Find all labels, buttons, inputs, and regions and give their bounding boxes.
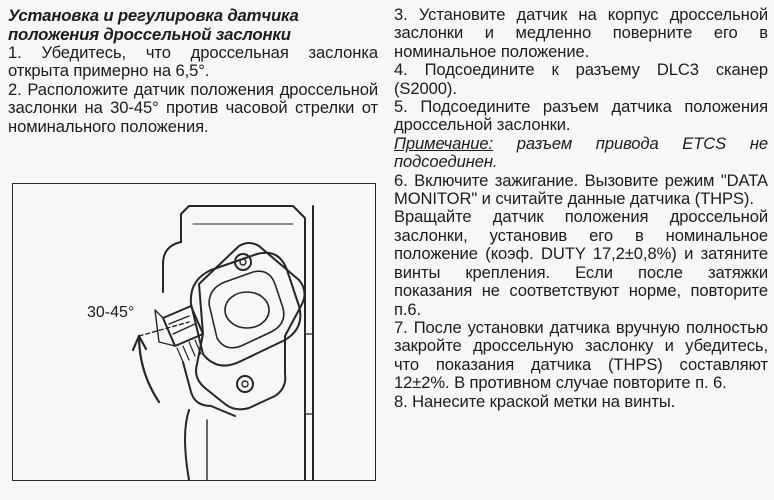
step-1: 1. Убедитесь, что дроссельная заслонка открыта примерно на 6,5°. (8, 43, 378, 81)
left-column (8, 6, 378, 136)
note (394, 135, 768, 172)
step-8: 8. Нанесите краской метки на винты. (394, 391, 676, 411)
right-column (394, 6, 768, 411)
step-3: 3. Установите датчик на корпус дроссельной заслонки и медленно поверните его в номинальное положение. (394, 5, 768, 61)
section-title: Установка и регулировка датчика положения дроссельной заслонки (8, 6, 299, 44)
step-7: 7. После установки датчика вручную полностью закройте дроссельную заслонку и убедитесь, что показания датчика (THPS) составляют 12±2%. В противном случае повторите п. 6. (394, 317, 768, 393)
sensor-diagram (12, 183, 376, 481)
step-6: 6. Включите зажигание. Вызовите режим "DATA MONITOR" и считайте данные датчика (THPS). (394, 170, 768, 209)
step-4: 4. Подсоедините к разъему DLC3 сканер (S2000). (394, 60, 768, 98)
angle-label: 30-45° (87, 304, 135, 321)
note-text: разъем привода ETCS не подсоединен. (394, 133, 768, 172)
note-label: Примечание: (394, 133, 494, 153)
step-5: 5. Подсоедините разъем датчика положения дроссельной заслонки. (394, 97, 768, 135)
step-2: 2. Расположите датчик положения дроссельной заслонки на 30-45° против часовой стрелки от номинального положения. (8, 79, 378, 136)
step-6-continued: Вращайте датчик положения дроссельной заслонки, установив его в номинальное положение (коэф. DUTY 17,2±0,8%) и затяните винты крепления. Если после затяжки показания не соответствуют норме, повторите п.6. (394, 207, 768, 319)
throttle-sensor-drawing (13, 184, 375, 480)
